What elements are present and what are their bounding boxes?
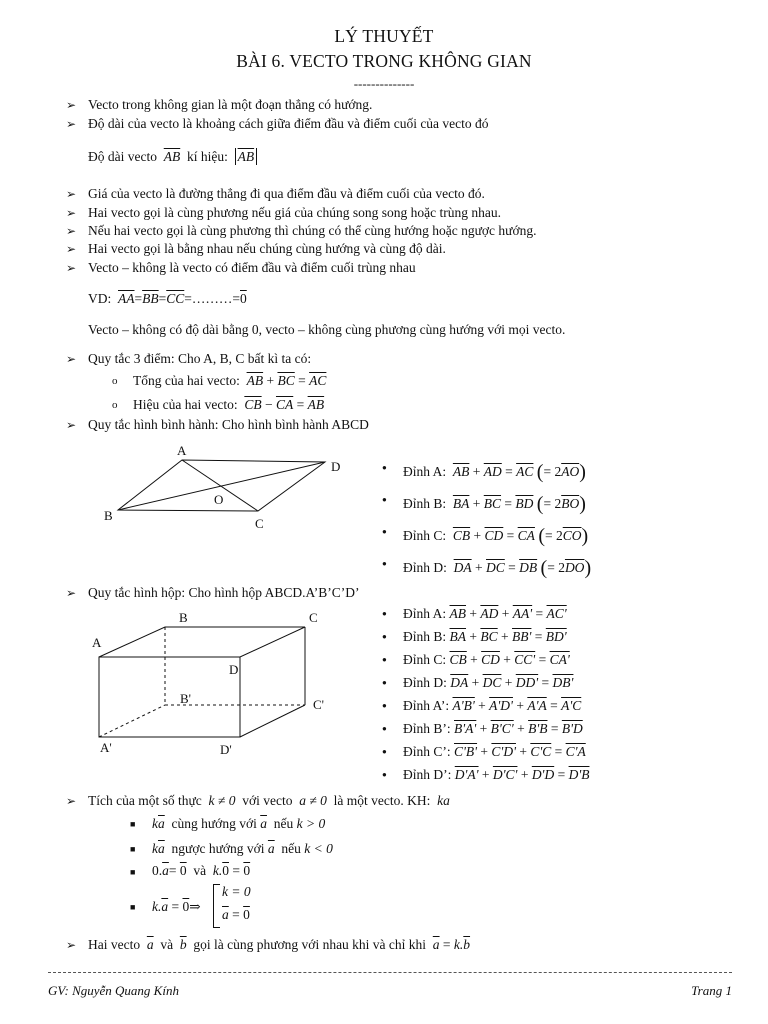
- zero-vector-note: Vecto – không có độ dài bằng 0, vecto – không cùng phương cùng hướng với mọi vecto.: [88, 322, 566, 337]
- vector-term: $\overline{BO}$: [561, 496, 580, 511]
- vector-term: CC': [514, 652, 536, 667]
- vector-term: B'D: [561, 721, 583, 736]
- vector-term: D'C': [492, 767, 518, 782]
- vector-term: $\overline{CB}$: [449, 652, 467, 667]
- vector-term: $\overline{DA}$: [453, 560, 472, 575]
- bullet-icon: ➢: [66, 98, 77, 112]
- vector-term: $\overline{AD}$: [483, 464, 502, 479]
- box-figure: [90, 605, 360, 765]
- bullet-dot-icon: ●: [382, 495, 387, 504]
- box-rule: Đỉnh A: $\overline{AB} + \overline{AD} + AA' = AC'$: [403, 606, 567, 621]
- vector-term: $\overline{AB}$: [452, 464, 470, 479]
- paren-close: ): [584, 557, 592, 579]
- bullet-dot-icon: ●: [382, 747, 387, 756]
- pt-C: C: [309, 610, 318, 625]
- rule-label: Đỉnh D:: [403, 560, 447, 575]
- vector-term: DD': [515, 675, 539, 690]
- vector-term: A'C: [561, 698, 582, 713]
- vector-term: B'C': [490, 721, 514, 736]
- vector-term: B'A': [454, 721, 477, 736]
- vector-term: $\overline{DA}$: [450, 675, 469, 690]
- bullet-dot-icon: ●: [382, 770, 387, 779]
- vector-term: $\overline{BA}$: [452, 496, 470, 511]
- paren-open: (: [536, 493, 544, 515]
- vector-term: BB': [512, 629, 532, 644]
- vector-term: AA': [512, 606, 533, 621]
- vector-term: $\overline{CD}$: [481, 652, 500, 667]
- footer-author: GV: Nguyễn Quang Kính: [48, 983, 179, 998]
- bullet-dot-icon: ●: [382, 655, 387, 664]
- vector-term: $\overline{CA}$: [517, 528, 535, 543]
- pt-C: C: [255, 516, 264, 531]
- rule-label: Đỉnh B’:: [403, 721, 451, 736]
- parallelogram-heading: Quy tắc hình bình hành: Cho hình bình hành ABCD: [88, 417, 369, 432]
- square-bullet-icon: ■: [130, 819, 136, 829]
- bullet-dot-icon: ●: [382, 463, 387, 472]
- bullet-icon: ➢: [66, 586, 77, 600]
- vector-term: $\overline{AC}$: [516, 464, 534, 479]
- vector-term: $\overline{CB}$: [452, 528, 471, 543]
- bullet-icon: ➢: [66, 352, 77, 366]
- pt-D-prime: D': [220, 742, 232, 757]
- rule-label: Đỉnh B:: [403, 496, 447, 511]
- bullet-icon: ➢: [66, 261, 77, 275]
- vector-term: $\overline{DC}$: [486, 560, 505, 575]
- paren-close: ): [579, 493, 586, 515]
- bullet-dot-icon: ●: [382, 559, 387, 568]
- box-rule: Đỉnh B’: B'A' + B'C' + B'B = B'D: [403, 721, 583, 736]
- rule-label: Đỉnh D’:: [403, 767, 452, 782]
- bullet-icon: ➢: [66, 187, 77, 201]
- vector-term: $\overline{CD}$: [484, 528, 504, 543]
- vector-term: C'C: [530, 744, 552, 759]
- pt-D: D: [331, 459, 341, 474]
- vector-term: C'A: [565, 744, 586, 759]
- difference-rule: Hiệu của hai vecto: $\overline{CB} - \overline{CA} = \overline{AB}$: [133, 397, 325, 412]
- intro-line-1: Vecto trong không gian là một đoạn thẳng có hướng.: [88, 97, 373, 112]
- vector-term: $\overline{BD}$: [515, 496, 534, 511]
- bullet-icon: ➢: [66, 242, 77, 256]
- bullet-icon: ➢: [66, 224, 77, 238]
- pt-A: A: [92, 635, 102, 650]
- scalar-zero-rule: $0.\overline{a}= 0$ và k.0 = 0: [152, 863, 251, 878]
- case-a-zero: $\overline{a} = 0$: [222, 907, 250, 922]
- def-line-4: Hai vecto gọi là bằng nhau nếu chúng cùng hướng và cùng độ dài.: [88, 241, 446, 256]
- rule-label: Đỉnh D:: [403, 675, 447, 690]
- vector-term: $\overline{AO}$: [561, 464, 580, 479]
- pt-A-prime: A': [100, 740, 112, 755]
- lesson-title: BÀI 6. VECTO TRONG KHÔNG GIAN: [236, 51, 532, 71]
- scalar-term: 2: [554, 464, 562, 479]
- scalar-opposite-direction: $k\overline{a}$ ngược hướng với $\overline{a}$ nếu k < 0: [152, 841, 333, 856]
- vector-term: $\overline{AB}$: [449, 606, 467, 621]
- rule-label: Đỉnh A:: [403, 606, 447, 621]
- scalar-term: 2: [555, 528, 563, 543]
- def-line-2: Hai vecto gọi là cùng phương nếu giá của chúng song song hoặc trùng nhau.: [88, 205, 501, 220]
- case-k-zero: k = 0: [222, 884, 251, 899]
- vector-term: DB': [552, 675, 574, 690]
- intro-line-2: Độ dài của vecto là khoảng cách giữa điểm đầu và điểm cuối của vecto đó: [88, 116, 489, 131]
- scalar-term: 2: [558, 560, 565, 575]
- circle-bullet-icon: o: [112, 375, 118, 387]
- bullet-dot-icon: ●: [382, 609, 387, 618]
- rule-label: Đỉnh A:: [403, 464, 447, 479]
- paren-close: ): [581, 525, 589, 547]
- box-heading: Quy tắc hình hộp: Cho hình hộp ABCD.A’B’C’D’: [88, 585, 360, 600]
- rule-label: Đỉnh A’:: [403, 698, 450, 713]
- vector-term: D'D: [531, 767, 555, 782]
- vector-term: B'B: [528, 721, 548, 736]
- vector-term: AC': [546, 606, 567, 621]
- rule-label: Đỉnh C’:: [403, 744, 451, 759]
- vector-term: $\overline{DO}$: [564, 560, 585, 575]
- def-line-5: Vecto – không là vecto có điểm đầu và điểm cuối trùng nhau: [88, 260, 416, 275]
- pt-B-prime: B': [180, 691, 192, 706]
- parallelogram-rule: Đỉnh A: $\overline{AB} + \overline{AD} = \overline{AC}$ (= $2\overline{AO}$): [403, 461, 586, 483]
- vector-term: CA': [549, 652, 570, 667]
- vector-term: A'D': [489, 698, 513, 713]
- vector-term: $\overline{BC}$: [480, 629, 498, 644]
- pt-B: B: [104, 508, 113, 523]
- sum-rule: Tổng của hai vecto: $\overline{AB} + \overline{BC} = \overline{AC}$: [133, 373, 327, 388]
- bullet-icon: ➢: [66, 418, 77, 432]
- vector-term: C'D': [491, 744, 516, 759]
- square-bullet-icon: ■: [130, 844, 136, 854]
- rule-label: Đỉnh C:: [403, 528, 447, 543]
- vector-term: A'B': [452, 698, 475, 713]
- vector-term: A'A: [527, 698, 547, 713]
- parallelogram-rule: Đỉnh B: $\overline{BA} + \overline{BC} = \overline{BD}$ (= $2\overline{BO}$): [403, 493, 586, 515]
- vector-term: $\overline{BC}$: [483, 496, 502, 511]
- vector-term: C'B': [454, 744, 478, 759]
- vector-term: BD': [545, 629, 567, 644]
- vector-term: D'B: [568, 767, 590, 782]
- pt-D: D: [229, 662, 239, 677]
- parallelogram-rule: Đỉnh D: $\overline{DA} + \overline{DC} = \overline{DB}$ (= $2\overline{DO}$): [403, 557, 592, 579]
- vector-term: $\overline{CO}$: [562, 528, 582, 543]
- bullet-icon: ➢: [66, 938, 77, 952]
- collinear-condition: Hai vecto $\overline{a}$ và $\overline{b}$ gọi là cùng phương với nhau khi và chỉ khi $\overline{a} = k.\overline{b}$: [88, 937, 471, 952]
- box-rule: Đỉnh D: $\overline{DA} + \overline{DC} + DD' = DB'$: [403, 675, 574, 690]
- square-bullet-icon: ■: [130, 867, 136, 877]
- bullet-icon: ➢: [66, 794, 77, 808]
- bullet-dot-icon: ●: [382, 632, 387, 641]
- vector-term: D'A': [454, 767, 479, 782]
- box-rule: Đỉnh A’: A'B' + A'D' + A'A = A'C: [403, 698, 582, 713]
- def-line-3: Nếu hai vecto gọi là cùng phương thì chúng có thể cùng hướng hoặc ngược hướng.: [88, 223, 537, 238]
- scalar-term: 2: [554, 496, 562, 511]
- bullet-icon: ➢: [66, 117, 77, 131]
- paren-close: ): [579, 461, 586, 483]
- vector-term: $\overline{DC}$: [482, 675, 502, 690]
- bullet-dot-icon: ●: [382, 724, 387, 733]
- bullet-icon: ➢: [66, 206, 77, 220]
- pt-B: B: [179, 610, 188, 625]
- implication-bracket: [213, 884, 220, 928]
- vector-term: $\overline{DB}$: [519, 560, 538, 575]
- footer-divider: [48, 972, 732, 973]
- zero-vector-example: VD: $\overline{AA}=\overline{BB}=\overline{CC}=\dots\dots\dots=0$: [88, 291, 247, 306]
- bullet-dot-icon: ●: [382, 701, 387, 710]
- def-line-1: Giá của vecto là đường thẳng đi qua điểm đầu và điểm cuối của vecto đó.: [88, 186, 485, 201]
- length-notation: Độ dài vecto $\overline{AB}$ kí hiệu: $\overline{AB}$: [88, 149, 257, 165]
- rule-label: Đỉnh B:: [403, 629, 447, 644]
- circle-bullet-icon: o: [112, 399, 118, 411]
- scalar-heading: Tích của một số thực k ≠ 0 với vecto a ≠ 0 là một vecto. KH: ka: [88, 793, 450, 808]
- vector-term: $\overline{BA}$: [449, 629, 467, 644]
- parallelogram-rule: Đỉnh C: $\overline{CB} + \overline{CD} = \overline{CA}$ (= $2\overline{CO}$): [403, 525, 589, 547]
- box-rule: Đỉnh C’: C'B' + C'D' + C'C = C'A: [403, 744, 586, 759]
- doc-title: LÝ THUYẾT: [334, 26, 434, 46]
- paren-open: (: [538, 525, 545, 547]
- three-point-heading: Quy tắc 3 điểm: Cho A, B, C bất kì ta có:: [88, 351, 312, 366]
- square-bullet-icon: ■: [130, 902, 136, 912]
- rule-label: Đỉnh C:: [403, 652, 447, 667]
- bullet-dot-icon: ●: [382, 527, 387, 536]
- box-rule: Đỉnh D’: D'A' + D'C' + D'D = D'B: [403, 767, 590, 782]
- title-separator: --------------: [353, 76, 415, 91]
- scalar-implication: $k.\overline{a}$ = 0⇒: [152, 899, 201, 914]
- pt-O: O: [214, 492, 224, 507]
- paren-open: (: [540, 557, 548, 579]
- paren-open: (: [536, 461, 544, 483]
- footer-page-number: Trang 1: [691, 983, 732, 998]
- parallelogram-figure: [95, 440, 355, 540]
- bullet-dot-icon: ●: [382, 678, 387, 687]
- box-rule: Đỉnh B: $\overline{BA} + \overline{BC} + BB' = BD'$: [403, 629, 567, 644]
- vector-term: $\overline{AD}$: [480, 606, 499, 621]
- pt-C-prime: C': [313, 697, 325, 712]
- pt-A: A: [177, 443, 187, 458]
- box-rule: Đỉnh C: $\overline{CB} + \overline{CD} + CC' = CA'$: [403, 652, 570, 667]
- scalar-same-direction: $k\overline{a}$ cùng hướng với $\overline{a}$ nếu k > 0: [152, 816, 326, 831]
